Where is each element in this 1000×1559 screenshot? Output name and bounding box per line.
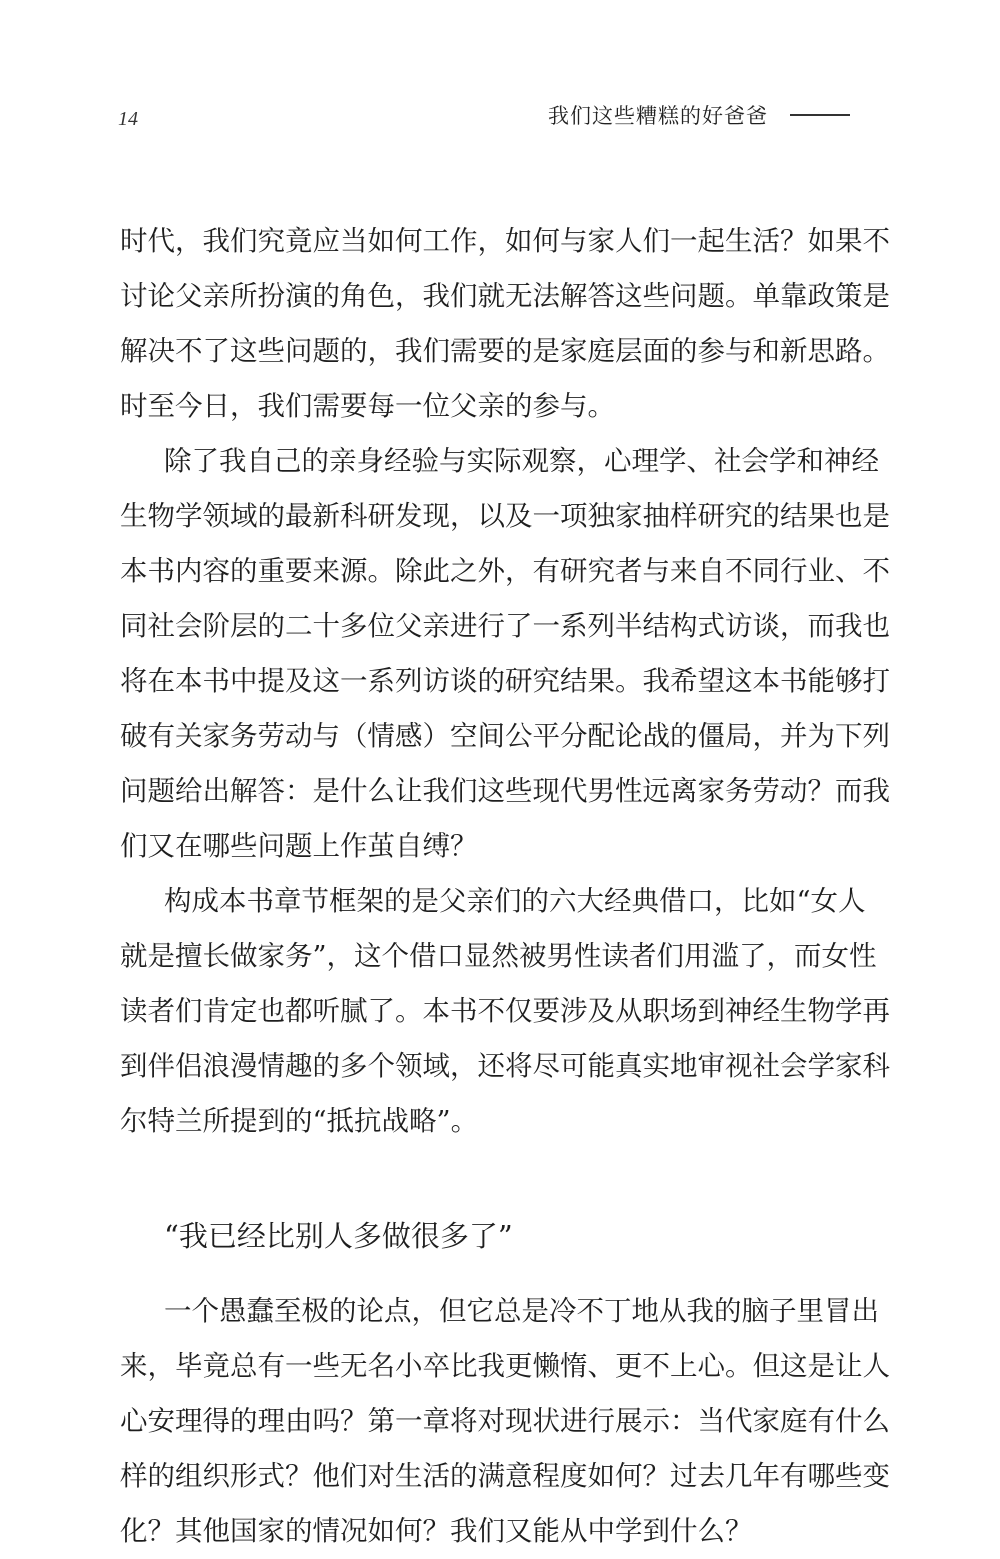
text-line: 尔特兰所提到的“抵抗战略”。 [120,1105,479,1137]
text-line: 问题给出解答：是什么让我们这些现代男性远离家务劳动？而我 [120,775,890,807]
text-line: 讨论父亲所扮演的角色，我们就无法解答这些问题。单靠政策是 [120,280,890,312]
text-line: 心安理得的理由吗？第一章将对现状进行展示：当代家庭有什么 [120,1405,890,1437]
text-line: 就是擅长做家务”，这个借口显然被男性读者们用滥了，而女性 [120,940,877,972]
paragraph [120,434,890,874]
text-line: 来，毕竟总有一些无名小卒比我更懒惰、更不上心。但这是让人 [120,1350,890,1382]
section-heading: “我已经比别人多做很多了” [164,1219,513,1253]
text-line: 将在本书中提及这一系列访谈的研究结果。我希望这本书能够打 [120,665,890,697]
running-head [548,100,850,130]
text-line: 构成本书章节框架的是父亲们的六大经典借口，比如“女人 [164,885,866,917]
header-rule [790,114,850,116]
text-line: 解决不了这些问题的，我们需要的是家庭层面的参与和新思路。 [120,335,890,367]
body-text [120,214,890,1559]
text-line: 读者们肯定也都听腻了。本书不仅要涉及从职场到神经生物学再 [120,995,890,1027]
text-line: 除了我自己的亲身经验与实际观察，心理学、社会学和神经 [164,445,879,477]
text-line: 本书内容的重要来源。除此之外，有研究者与来自不同行业、不 [120,555,890,587]
text-line: 们又在哪些问题上作茧自缚？ [120,830,478,862]
paragraph [120,874,890,1149]
text-line: 时至今日，我们需要每一位父亲的参与。 [120,390,615,422]
text-line: 破有关家务劳动与（情感）空间公平分配论战的僵局，并为下列 [120,720,890,752]
text-line: 生物学领域的最新科研发现，以及一项独家抽样研究的结果也是 [120,500,890,532]
paragraph [120,214,890,434]
text-line: 到伴侣浪漫情趣的多个领域，还将尽可能真实地审视社会学家科 [120,1050,890,1082]
text-line: 样的组织形式？他们对生活的满意程度如何？过去几年有哪些变 [120,1460,890,1492]
text-line: 同社会阶层的二十多位父亲进行了一系列半结构式访谈，而我也 [120,610,890,642]
text-line: 一个愚蠢至极的论点，但它总是冷不丁地从我的脑子里冒出 [164,1295,879,1327]
text-line: 化？其他国家的情况如何？我们又能从中学到什么？ [120,1515,753,1547]
page-number: 14 [118,108,138,130]
running-title: 我们这些糟糕的好爸爸 [548,104,768,128]
text-line: 时代，我们究竟应当如何工作，如何与家人们一起生活？如果不 [120,225,890,257]
paragraph [120,1284,890,1559]
